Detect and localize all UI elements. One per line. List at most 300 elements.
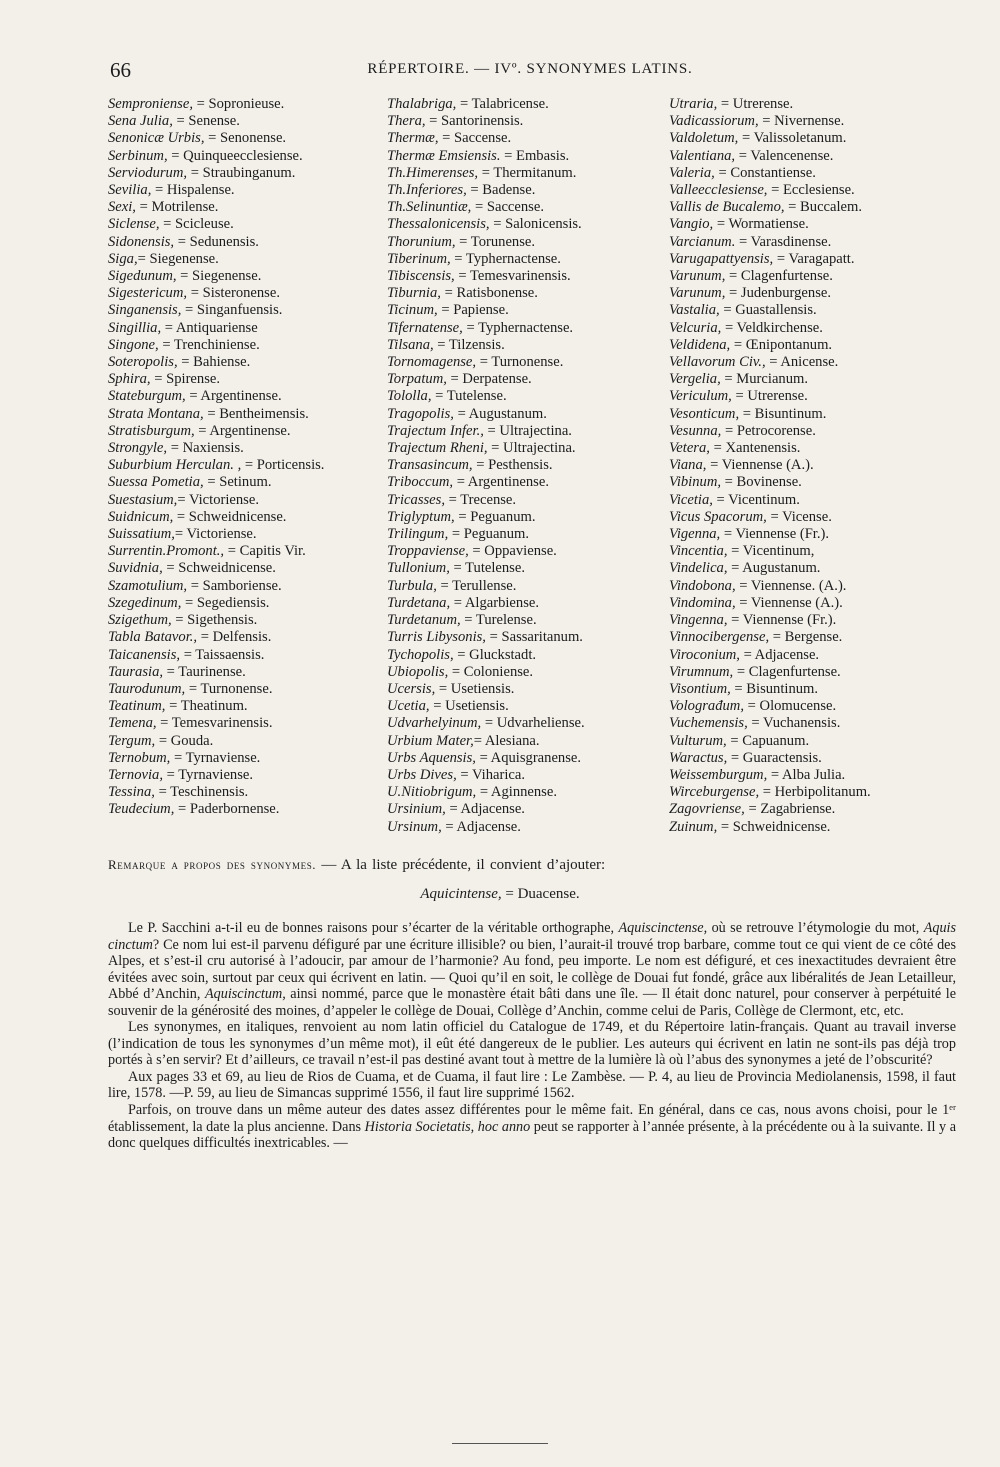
synonym-value: = Torunense. [455,233,536,250]
synonym-value: = Quinqueecclesiense. [167,147,303,164]
synonym-entry [387,578,667,595]
synonym-term: Singanensis, [108,302,182,319]
synonym-term: Tololla, [387,388,432,405]
synonym-value: = Taurinense. [163,663,246,680]
synonym-entry [387,526,667,543]
synonym-entry [669,406,956,423]
synonym-value: = Salonicensis. [489,216,582,233]
synonym-entry [669,492,956,509]
synonym-entry [387,492,667,509]
synonym-value: = Argentinense. [194,422,291,439]
synonym-entry [387,96,667,113]
synonym-entry [387,715,667,732]
synonym-value: = Argentinense. [185,388,282,405]
synonym-value: = Buccalem. [784,199,863,216]
remark-line [108,855,956,875]
synonym-entry [108,320,386,337]
page-number: 66 [110,58,131,82]
synonym-entry [669,543,956,560]
synonym-value: = Porticensis. [241,457,325,474]
synonym-entry [108,182,386,199]
synonym-term: Sigedunum, [108,268,177,285]
synonym-term: Soteropolis, [108,354,178,371]
synonym-term: Ternovia, [108,766,164,783]
synonym-term: Temena, [108,715,157,732]
synonym-term: Suvidnia, [108,560,163,577]
synonym-term: Turbula, [387,577,437,594]
synonym-term: Zagovriense, [669,801,745,818]
synonym-term: Trilingum, [387,526,449,543]
synonym-value: = Bisuntinum. [730,680,819,697]
text-run: Aux pages 33 et 69, au lieu de Rios de Cuama, et de Cuama, il faut lire : Le Zambèse. — P. 4, au lieu de Provincia Mediolanensis, 1598, il faut lire, 1578. —P. 59, au lieu de Simancas supprimé 1556, il faut lire supprimé 1562. [108,1068,956,1102]
synonym-entry [387,784,667,801]
synonym-entry [669,647,956,664]
synonym-entry [669,285,956,302]
synonym-entry [108,492,386,509]
synonym-entry [108,251,386,268]
synonym-term: Tibiscensis, [387,268,455,285]
synonym-term: Varcianum. [669,233,736,250]
synonym-term: Tabla Batavor., [108,629,198,646]
synonym-value: = Naxiensis. [167,440,244,457]
synonym-entry [669,182,956,199]
synonym-entry [387,302,667,319]
synonym-value: = Adjacense. [441,818,521,835]
synonym-term: Urbs Dives, [387,766,457,783]
synonym-entry [108,371,386,388]
synonym-value: = Augustanum. [453,405,547,422]
synonym-term: Senonicæ Urbis, [108,130,205,147]
synonym-term: Vadicassiorum, [669,113,759,130]
synonym-term: Stratisburgum, [108,422,195,439]
synonym-value: = Saccense. [471,199,544,216]
synonym-entry [387,199,667,216]
synonym-entry [669,715,956,732]
synonym-term: Vicetia, [669,491,713,508]
synonym-term: Vastalia, [669,302,720,319]
synonym-entry [669,320,956,337]
synonym-value: = Motrilense. [135,199,219,216]
synonym-value: = Xantenensis. [709,440,801,457]
text-run: Les synonymes, en italiques, renvoient au nom latin officiel du Catalogue de 1749, et du Répertoire latin-français. Quant au travail inverse (l’indication de tous les synonymes d’un même mot), il eût été dangereux de le publier. Les auteurs qui écrivent en latin ne sont-ils pas déjà trop portés à s’en servir? Et d’ailleurs, ce travail n’est-il pas destiné avant tout à mettre de la lumière là où l’abus des synonymes a jeté de l’obscurité? [108,1019,956,1069]
text-run: où se retrouve l’étymologie du mot, [707,920,924,936]
synonym-term: Varugapattyensis, [669,250,774,267]
synonym-term: Strata Montana, [108,405,204,422]
synonym-term: Tricasses, [387,491,445,508]
synonym-term: Triglyptum, [387,508,455,525]
synonym-value: = Nivernense. [758,113,845,130]
synonym-entry [387,388,667,405]
synonym-value: = Alesiana. [473,732,540,749]
synonym-entry [108,388,386,405]
synonym-entry [108,629,386,646]
synonym-term: Vetera, [669,440,710,457]
text-run: ainsi nommé, parce que le monastère était bâti dans une île. — Il était donc naturel, pour conserver à perpétuité le souvenir de la générosité des moines, d’appeler le collège de Douai, Collège d’Anchin, comme celui de Paris, Collège de Clermont, etc, etc. [108,986,956,1019]
synonym-value: = Temesvarinensis. [156,715,273,732]
synonym-entry [108,457,386,474]
synonym-value: = Scicleuse. [159,216,234,233]
synonym-term: Teatinum, [108,698,166,715]
synonym-value: = Taissaensis. [180,646,265,663]
synonym-entry [669,234,956,251]
synonym-entry [108,560,386,577]
synonym-value: = Siegenense. [176,268,262,285]
synonym-value: = Clagenfurtense. [733,663,841,680]
synonym-term: Szegedinum, [108,594,182,611]
synonym-entry [669,96,956,113]
synonym-term: Triboccum, [387,474,454,491]
synonym-value: = Viennense. (A.). [735,577,847,594]
synonym-term: Semproniense, [108,96,193,112]
synonym-term: Szamotulium, [108,577,188,594]
synonym-value: = Oppaviense. [468,543,557,560]
synonym-term: Th.Selinuntiæ, [387,199,472,216]
synonym-entry [669,767,956,784]
synonym-value: = Papiense. [437,302,509,319]
page-header [110,58,950,84]
synonym-value: = Trecense. [444,491,517,508]
synonym-value: = Constantiense. [714,164,816,181]
synonym-term: Valleecclesiense, [669,182,768,199]
synonym-term: Ursinum, [387,818,442,835]
synonym-value: = Gouda. [155,732,214,749]
synonym-term: Vinnocibergense, [669,629,770,646]
synonym-value: = Bovinense. [721,474,802,491]
synonym-term: Turdetanum, [387,612,461,629]
synonym-entry [387,251,667,268]
synonym-term: Tychopolis, [387,646,454,663]
synonym-term: Strongyle, [108,440,168,457]
synonym-term: Tiberinum, [387,250,451,267]
synonym-term: Tiburnia, [387,285,441,302]
synonym-value: = Ratisbonense. [440,285,538,302]
synonym-entry [387,681,667,698]
synonym-entry [387,474,667,491]
synonym-term: Thorunium, [387,233,456,250]
synonym-entry [669,268,956,285]
synonym-value: = Ultrajectina. [483,422,572,439]
closing-rule [452,1443,548,1444]
synonym-value: = Senense. [172,113,240,130]
synonym-entry [669,629,956,646]
synonym-entry [387,268,667,285]
synonym-value: = Viennense (A.). [735,594,843,611]
synonym-entry [387,234,667,251]
synonym-value: = Tutelense. [449,560,525,577]
synonym-entry [669,526,956,543]
synonym-value: = Schweidnicense. [717,818,831,835]
synonym-term: Thalabriga, [387,96,457,112]
synonym-entry [108,767,386,784]
synonym-term: Thera, [387,113,426,130]
synonym-value: = Derpatense. [446,371,532,388]
synonym-value: = Sigethensis. [171,612,258,629]
synonym-entry [108,681,386,698]
note-paragraph [108,1019,956,1069]
synonym-value: = Aginnense. [476,784,557,801]
synonym-value: = Sisteronense. [187,285,280,302]
synonym-value: = Œnipontanum. [730,336,833,353]
synonym-value: = Straubinganum. [187,164,296,181]
synonym-entry [108,612,386,629]
remark-label: Remarque a propos des synonymes. [108,857,317,872]
synonym-term: Valdoletum, [669,130,739,147]
synonym-entry [669,251,956,268]
synonym-term: Wirceburgense, [669,784,760,801]
synonym-entry [108,733,386,750]
synonym-value: = Wormatiense. [713,216,809,233]
synonym-entry [669,578,956,595]
synonym-term: Sexi, [108,199,136,216]
synonym-term: Th.Inferiores, [387,182,467,199]
synonym-entry [669,302,956,319]
synonym-value: = Senonense. [204,130,287,147]
synonym-term: Volograđum, [669,698,744,715]
synonym-term: Ucersis, [387,680,436,697]
synonym-term: Th.Himerenses, [387,164,479,181]
synonym-term: Sigestericum, [108,285,188,302]
synonym-entry [669,388,956,405]
synonym-value: = Capitis Vir. [224,543,306,560]
synonym-value: = Talabricense. [456,96,549,112]
synonym-term: Transasincum, [387,457,473,474]
synonym-entry [387,320,667,337]
italic-term: Aquiscinctum, [204,986,286,1003]
synonym-term: Trajectum Infer., [387,422,484,439]
synonym-term: Stateburgum, [108,388,186,405]
synonym-term: Torpatum, [387,371,447,388]
synonym-term: Tragopolis, [387,405,454,422]
synonym-entry [387,612,667,629]
synonym-entry [387,216,667,233]
synonym-value: = Vuchanensis. [747,715,841,732]
text-run: Parfois, on trouve dans un même auteur des dates assez différentes pour le même fait. En général, dans ce cas, nous avons choisi, pour le 1ᵉʳ établissement, la date la plus ancienne. Dans [108,1102,956,1135]
synonym-entry [387,629,667,646]
synonym-term: Turdetana, [387,594,451,611]
synonym-term: Weissemburgum, [669,766,768,783]
synonym-value: = Tilzensis. [433,336,505,353]
synonym-value: = Bergense. [769,629,843,646]
synonym-term: Vesunna, [669,422,722,439]
synonym-entry [387,148,667,165]
synonym-value: = Petrocorense. [721,422,816,439]
synonym-term: Sidonensis, [108,233,175,250]
synonym-value: = Gluckstadt. [453,646,537,663]
synonym-value: = Viennense (Fr.). [720,526,830,543]
synonym-value: = Veldkirchense. [721,319,823,336]
synonym-value: = Temesvarinensis. [454,268,571,285]
synonym-value: = Vicentinum. [712,491,800,508]
synonym-value: = Coloniense. [448,663,534,680]
synonym-value: = Utrerense. [731,388,808,405]
synonym-term: Viana, [669,457,707,474]
synonym-value: = Schweidnicense. [173,508,287,525]
synonym-term: Tergum, [108,732,156,749]
synonym-term: Suidnicum, [108,508,174,525]
synonym-value: = Valencenense. [735,147,834,164]
synonym-term: Singone, [108,336,159,353]
synonym-value: = Badense. [466,182,536,199]
italic-term: Aquis cinctum [108,920,957,953]
synonym-value: = Siegenense. [137,250,219,267]
synonym-term: Tornomagense, [387,354,477,371]
synonym-term: Turris Libysonis, [387,629,486,646]
running-title: RÉPERTOIRE. — IVº. SYNONYMES LATINS. [367,61,693,77]
text-run: ? Ce nom lui est-il parvenu défiguré par une écriture illisible? ou bien, l’aurait-il trouvé trop barbare, comme tout ce qui vient de ce côté des Alpes, et s’est-il cru autorisé à l’adoucir, par amour de l’harmonie? Au fond, peu importe. Le nom est défiguré, et ces inexactitudes devraient être évitées avec soin, surtout par ceux qui écrivent en latin. — Quoi qu’il en soit, le collège de Douai fut fondé, grâce aux libéralités de Jean Letailleur, Abbé d’Anchin, [108,936,956,1003]
synonym-value: = Viennense (Fr.). [727,612,837,629]
synonym-term: Viroconium, [669,646,740,663]
synonym-entry [387,819,667,836]
synonym-entry [108,199,386,216]
synonym-value: = Thermitanum. [478,164,577,181]
synonym-value: = Peguanum. [454,508,536,525]
synonym-entry [669,595,956,612]
synonym-term: Serbinum, [108,147,168,164]
synonym-value: = Valissoletanum. [738,130,847,147]
synonym-term: Suessa Pometia, [108,474,204,491]
synonym-term: Trajectum Rheni, [387,440,488,457]
synonym-value: = Turnonense. [185,680,273,697]
synonym-value: = Santorinensis. [425,113,524,130]
synonym-term: Vincentia, [669,543,728,560]
synonym-value: = Vicense. [766,508,832,525]
synonym-value: = Guastallensis. [719,302,817,319]
synonym-entry [108,130,386,147]
synonym-column-3 [669,96,956,836]
remark-text: — A la liste précédente, il convient d’ajouter: [316,857,606,873]
synonym-entry [387,664,667,681]
synonym-term: Vallis de Bucalemo, [669,199,785,216]
synonym-term: Szigethum, [108,612,172,629]
synonym-entry [669,509,956,526]
synonym-value: = Victoriense. [177,491,259,508]
synonym-entry [108,285,386,302]
synonym-value: = Samboriense. [187,577,282,594]
synonym-entry [387,560,667,577]
synonym-entry [387,165,667,182]
synonym-term: Suissatium, [108,526,175,543]
synonym-entry [108,474,386,491]
synonym-term: Waractus, [669,749,728,766]
synonym-value: = Embasis. [500,147,570,164]
synonym-entry [669,698,956,715]
synonym-columns [108,96,956,841]
synonym-term: Ternobum, [108,749,171,766]
synonym-value: = Theatinum. [165,698,248,715]
synonym-term: Vesonticum, [669,405,740,422]
synonym-entry [669,440,956,457]
synonym-value: = Guaractensis. [727,749,822,766]
synonym-entry [669,681,956,698]
synonym-entry [108,337,386,354]
synonym-value: = Peguanum. [448,526,530,543]
synonym-entry [669,801,956,818]
synonym-entry [387,509,667,526]
synonym-value: = Augustanum. [727,560,821,577]
synonym-entry [108,526,386,543]
synonym-term: Vangio, [669,216,714,233]
synonym-entry [669,750,956,767]
synonym-term: Vulturum, [669,732,727,749]
synonym-value: = Utrerense. [717,96,794,112]
synonym-value: = Spirense. [150,371,221,388]
synonym-term: Ubiopolis, [387,663,449,680]
synonym-entry [669,113,956,130]
synonym-value: = Sopronieuse. [192,96,285,112]
synonym-entry [108,423,386,440]
note-paragraph [108,1069,956,1102]
synonym-entry [108,440,386,457]
synonym-value: = Ultrajectina. [487,440,576,457]
synonym-entry [387,733,667,750]
synonym-value: = Bisuntinum. [739,405,827,422]
synonym-entry [108,165,386,182]
synonym-term: Thermæ Emsiensis. [387,147,501,164]
synonym-value: = Aquisgranense. [475,749,582,766]
synonym-term: Vingenna, [669,612,728,629]
synonym-value: = Herbipolitanum. [759,784,871,801]
synonym-entry [669,474,956,491]
synonym-value: = Antiquariense [161,319,258,336]
synonym-entry [108,148,386,165]
synonym-term: Udvarhelyinum, [387,715,482,732]
synonym-column-2 [387,96,667,836]
synonym-term: Varunum, [669,285,726,302]
synonym-term: Valentiana, [669,147,736,164]
synonym-term: Tilsana, [387,336,434,353]
synonym-term: Vicus Spacorum, [669,508,767,525]
synonym-term: Thermæ, [387,130,439,147]
synonym-term: Vibinum, [669,474,722,491]
synonym-term: Vindobona, [669,577,736,594]
additional-synonym-value: = Duacense. [501,886,580,902]
synonym-entry [108,216,386,233]
synonym-entry [387,130,667,147]
synonym-entry [108,543,386,560]
synonym-value: = Typhernactense. [450,250,561,267]
synonym-entry [387,767,667,784]
synonym-value: = Judenburgense. [725,285,832,302]
synonym-value: = Capuanum. [726,732,810,749]
synonym-value: = Turnonense. [476,354,564,371]
additional-synonym [0,884,1000,904]
note-paragraph [108,1102,956,1152]
synonym-entry [669,130,956,147]
synonym-term: Thessalonicensis, [387,216,490,233]
synonym-term: Suburbium Herculan. , [108,457,242,474]
synonym-value: = Trenchiniense. [158,336,260,353]
synonym-term: Vergelia, [669,371,721,388]
synonym-term: Vindelica, [669,560,728,577]
synonym-entry [108,509,386,526]
synonym-value: = Adjacense. [445,801,525,818]
synonym-value: = Setinum. [203,474,272,491]
synonym-term: Vericulum, [669,388,732,405]
synonym-term: Tifernatense, [387,319,463,336]
synonym-value: = Hispalense. [151,182,235,199]
synonym-entry [669,423,956,440]
synonym-entry [108,302,386,319]
synonym-value: = Sassaritanum. [485,629,583,646]
synonym-value: = Bahiense. [177,354,251,371]
synonym-term: Zuinum, [669,818,718,835]
synonym-term: Sphira, [108,371,151,388]
synonym-entry [669,371,956,388]
synonym-term: Visontium, [669,680,731,697]
synonym-entry [669,664,956,681]
synonym-entry [108,234,386,251]
synonym-term: Taicanensis, [108,646,181,663]
